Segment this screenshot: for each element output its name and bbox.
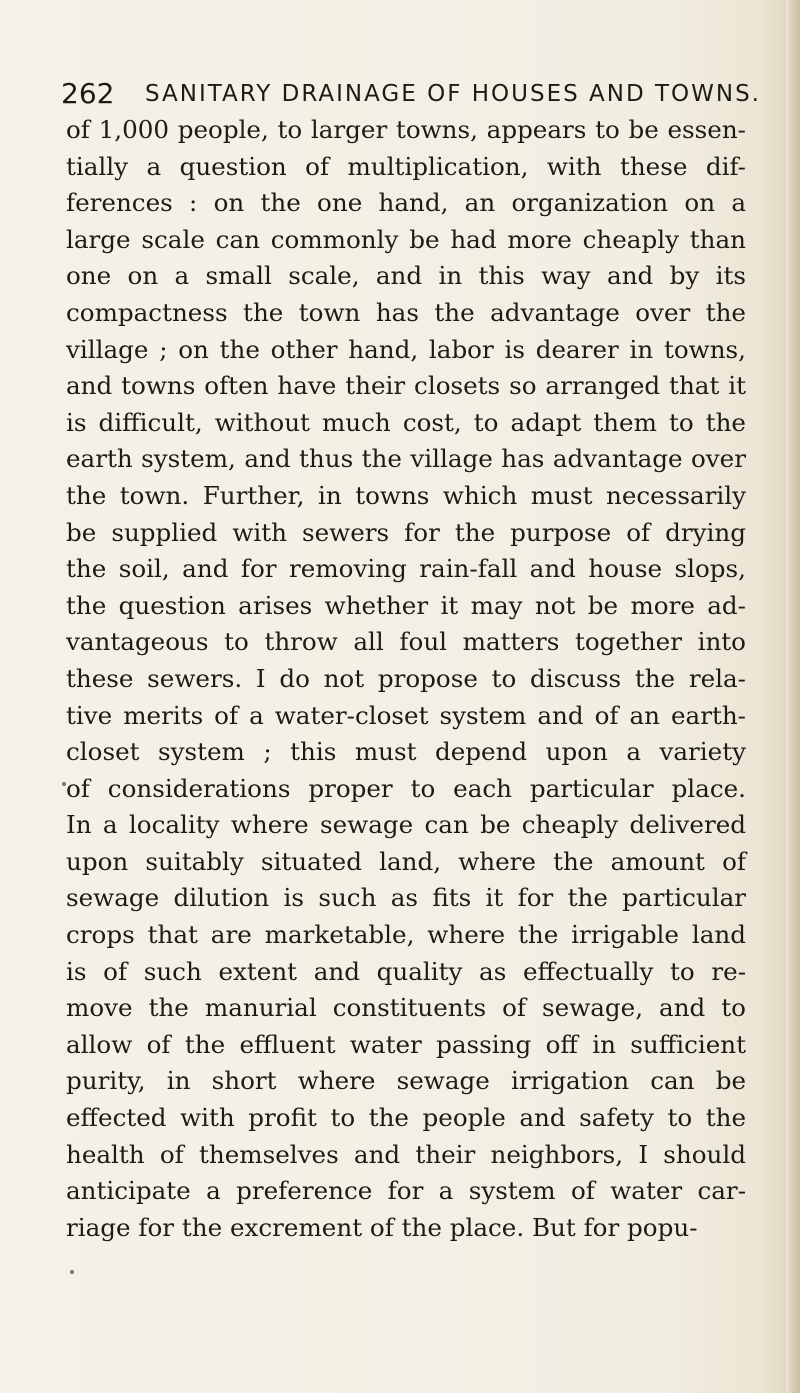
running-head: SANITARY DRAINAGE OF HOUSES AND TOWNS. — [145, 81, 761, 107]
text-line: of considerations proper to each particular place. — [66, 773, 746, 803]
text-line: purity, in short where sewage irrigation can be — [66, 1066, 746, 1096]
text-line: the soil, and for removing rain-fall and house slops, — [66, 554, 746, 584]
text-line: the town. Further, in towns which must necessarily — [66, 480, 746, 510]
body-text — [66, 112, 746, 1246]
text-line: tially a question of multiplication, with these dif- — [66, 151, 746, 181]
text-line: effected with profit to the people and safety to the — [66, 1103, 746, 1133]
text-line: health of themselves and their neighbors, I should — [66, 1139, 746, 1169]
text-line: vantageous to throw all foul matters together into — [66, 627, 746, 657]
text-line: is of such extent and quality as effectually to re- — [66, 956, 746, 986]
text-line: is difficult, without much cost, to adapt them to the — [66, 407, 746, 437]
text-line: of 1,000 people, to larger towns, appears to be essen- — [66, 115, 746, 144]
text-line: these sewers. I do not propose to discuss the rela- — [66, 663, 746, 693]
text-line: earth system, and thus the village has advantage over — [66, 444, 746, 474]
text-line: closet system ; this must depend upon a variety — [66, 737, 746, 767]
text-line: tive merits of a water-closet system and of an earth- — [66, 700, 746, 730]
text-line: upon suitably situated land, where the amount of — [66, 846, 746, 876]
print-speck — [70, 1270, 74, 1274]
page-edge — [786, 0, 800, 1393]
text-line: one on a small scale, and in this way and by its — [66, 261, 746, 291]
text-line: the question arises whether it may not be more ad- — [66, 590, 746, 620]
text-line: compactness the town has the advantage over the — [66, 297, 746, 327]
text-line: move the manurial constituents of sewage, and to — [66, 993, 746, 1023]
page-number: 262 — [61, 77, 115, 110]
text-line: ferences : on the one hand, an organization on a — [66, 188, 746, 218]
text-line: riage for the excrement of the place. But for popu- — [66, 1212, 698, 1242]
text-line: allow of the effluent water passing off in sufficient — [66, 1029, 746, 1059]
page-header — [61, 74, 761, 114]
text-line: crops that are marketable, where the irrigable land — [66, 920, 746, 950]
text-line: be supplied with sewers for the purpose of drying — [66, 517, 746, 547]
text-line: large scale can commonly be had more cheaply than — [66, 224, 746, 254]
text-line: anticipate a preference for a system of water car- — [66, 1176, 746, 1206]
text-line: In a locality where sewage can be cheaply delivered — [66, 810, 746, 840]
text-line: and towns often have their closets so arranged that it — [66, 371, 746, 401]
text-line: village ; on the other hand, labor is dearer in towns, — [66, 334, 746, 364]
text-line: sewage dilution is such as fits it for the particular — [66, 883, 746, 913]
print-speck — [62, 782, 66, 786]
